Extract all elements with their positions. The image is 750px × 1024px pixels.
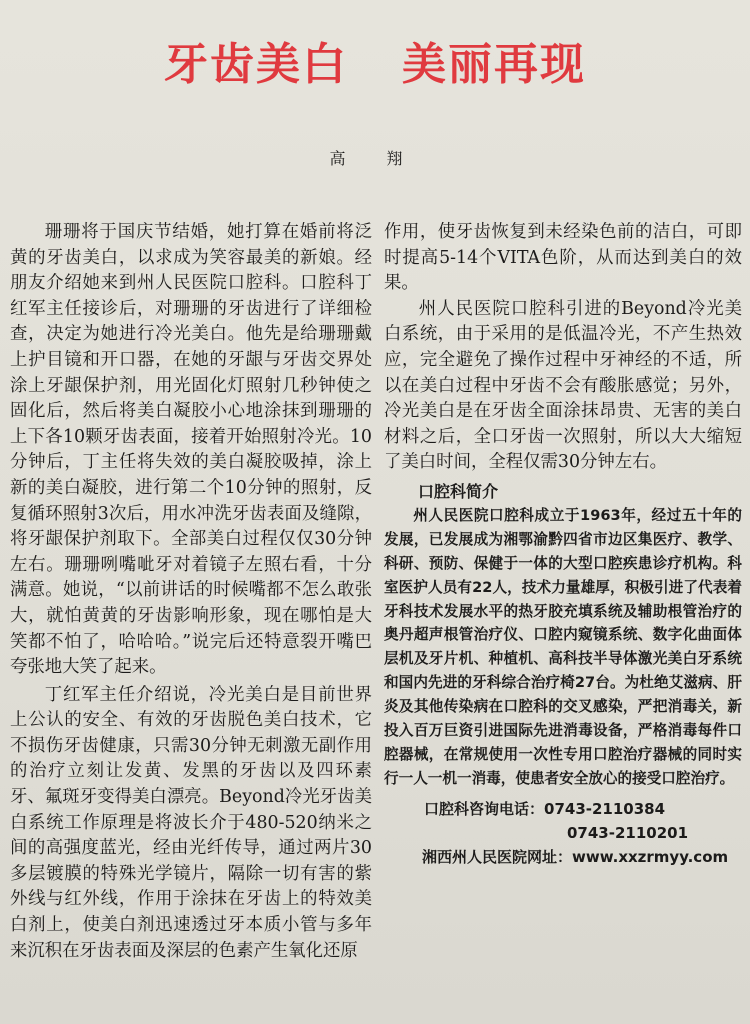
phone-number-1: 0743-2110384 — [544, 799, 666, 818]
article-title — [0, 28, 750, 92]
article-paragraph: 作用，使牙齿恢复到未经染色前的洁白，可即时提高5-14个VITA色阶，从而达到美白的效果。 — [384, 222, 742, 294]
author-byline: 高 翔 — [329, 149, 421, 168]
article-paragraph: 丁红军主任介绍说，冷光美白是目前世界上公认的安全、有效的牙齿脱色美白技术，它不损伤牙齿健康，只需30分钟无刺激无副作用的治疗立刻让发黄、发黑的牙齿以及四环素牙、氟斑牙变得美白漂亮。Beyond冷光牙齿美白系统工作原理是将波长介于480-520纳米之间的高强度蓝光，经由光纤传导，通过两片30多层镀膜的特殊光学镜片，隔除一切有害的紫外线与红外线，作用于涂抹在牙齿上的特效美白剂上，使美白剂迅速透过牙本质小管与多年来沉积在牙齿表面及深层的色素产生氧化还原 — [10, 684, 372, 961]
intro-heading: 口腔科简介 — [418, 481, 499, 501]
article-paragraph: 州人民医院口腔科引进的Beyond冷光美白系统，由于采用的是低温冷光，不产生热效应，完全避免了操作过程中牙神经的不适，所以在美白过程中牙齿不会有酸胀感觉；另外，冷光美白是在牙齿全面涂抹昂贵、无害的美白材料之后，全口牙齿一次照射，所以大大缩短了美白时间，全程仅需30分钟左右。 — [384, 298, 742, 473]
phone-number-2: 0743-2110201 — [567, 823, 689, 842]
left-column — [10, 220, 372, 964]
website-url: www.xxzrmyy.com — [572, 847, 729, 866]
website-label: 湘西州人民医院网址： — [422, 847, 573, 866]
phone-label: 口腔科咨询电话： — [424, 799, 545, 818]
right-column — [384, 220, 742, 869]
intro-paragraph: 州人民医院口腔科成立于1963年，经过五十年的发展，已发展成为湘鄂渝黔四省市边区集医疗、教学、科研、预防、保健于一体的大型口腔疾患诊疗机构。科室医护人员有22人，技术力量雄厚，积极引进了代表着牙科技术发展水平的热牙胶充填系统及辅助根管治疗的奥丹超声根管治疗仪、口腔内窥镜系统、数字化曲面体层机及牙片机、种植机、高科技半导体激光美白牙系统和国内先进的牙科综合治疗椅27台。为杜绝艾滋病、肝炎及其他传染病在口腔科的交叉感染，严把消毒关，新投入百万巨资引进国际先进消毒设备，严格消毒每件口腔器械，在常规使用一次性专用口腔治疗器械的同时实行一人一机一消毒，使患者安全放心的接受口腔治疗。 — [384, 506, 742, 787]
title-part-1: 牙齿美白 — [164, 39, 348, 90]
contact-block — [384, 797, 742, 869]
title-part-2: 美丽再现 — [402, 39, 586, 90]
article-paragraph: 珊珊将于国庆节结婚，她打算在婚前将泛黄的牙齿美白，以求成为笑容最美的新娘。经朋友介绍她来到州人民医院口腔科。口腔科丁红军主任接诊后，对珊珊的牙齿进行了详细检查，决定为她进行冷光美白。他先是给珊珊戴上护目镜和开口器，在她的牙龈与牙齿交界处涂上牙龈保护剂，用光固化灯照射几秒钟使之固化后，然后将美白凝胶小心地涂抹到珊珊的上下各10颗牙齿表面，接着开始照射冷光。10分钟后，丁主任将失效的美白凝胶吸掉，涂上新的美白凝胶，进行第二个10分钟的照射，反复循环照射3次后，用水冲洗牙齿表面及缝隙，将牙龈保护剂取下。全部美白过程仅仅30分钟左右。珊珊咧嘴呲牙对着镜子左照右看，十分满意。她说，“以前讲话的时候嘴都不怎么敢张大，就怕黄黄的牙齿影响形象，现在哪怕是大笑都不怕了，哈哈哈。”说完后还特意裂开嘴巴夸张地大笑了起来。 — [10, 222, 372, 678]
